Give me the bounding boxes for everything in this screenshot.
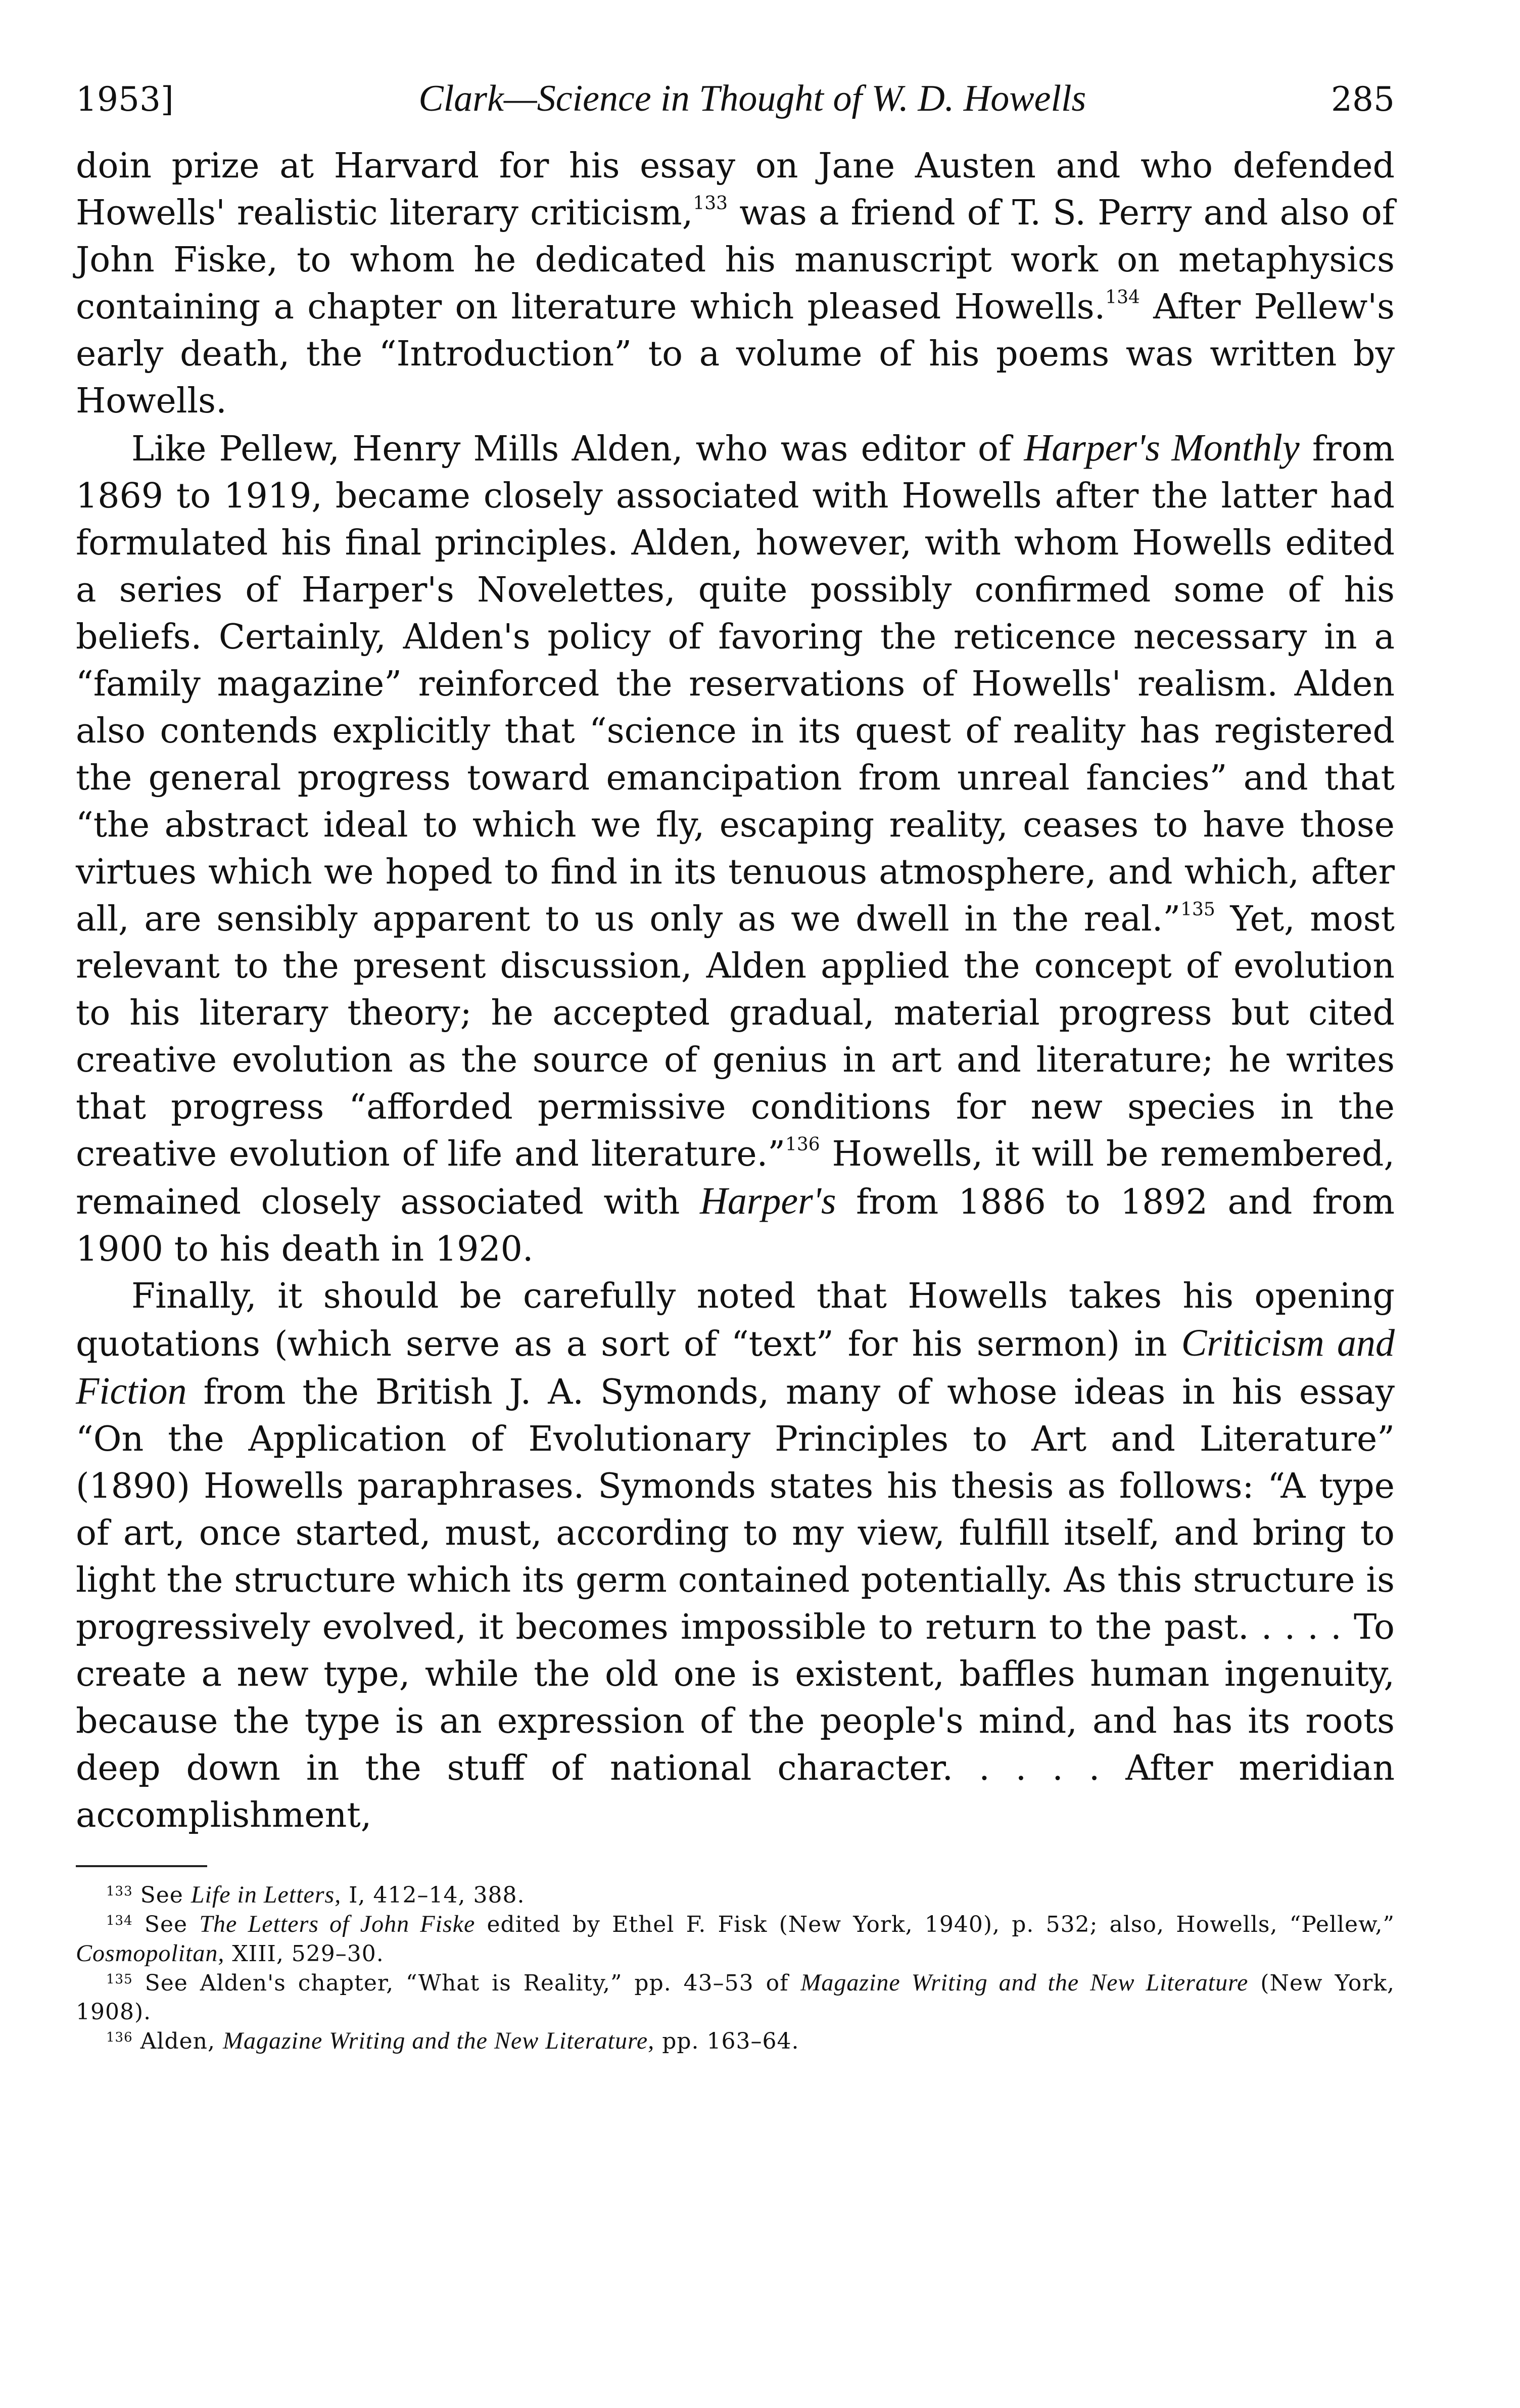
footnote — [76, 1910, 1395, 1968]
footnote-ref: 134 — [106, 1913, 133, 1928]
text-run: See Alden's chapter, “What is Reality,” pp. 43–53 of — [132, 1970, 801, 1996]
footnote-ref: 135 — [106, 1972, 133, 1987]
footnote — [76, 1880, 1395, 1910]
text-run: from 1886 to 1892 and from 1900 to his death in 1920. — [76, 1182, 1395, 1269]
body-text — [76, 143, 1395, 1839]
italic-title: Magazine Writing and the New Literature, — [223, 2027, 655, 2054]
italic-title: The Letters of John Fiske — [199, 1911, 476, 1937]
page-number: 285 — [1331, 80, 1395, 119]
text-run: Alden, — [132, 2028, 223, 2054]
footnote-ref: 135 — [1180, 899, 1215, 920]
paragraph — [76, 1273, 1395, 1839]
text-run: After Pellew's early death, the “Introduction” to a volume of his poems was written by Howells. — [76, 287, 1395, 421]
italic-title: Magazine Writing and the New Literature — [800, 1969, 1249, 1996]
footnote-divider — [76, 1865, 207, 1867]
footnote — [76, 1968, 1395, 2026]
text-run: from the British J. A. Symonds, many of whose ideas in his essay “On the Application of Evolutionary Principles to Art and Literature” (1890) Howells paraphrases. Symonds states his thesis as follows: “A type of art, once started, must, according to my view, fulfill itself, and bring to light the structure which its germ contained potentially. As this structure is progressively evolved, it becomes impossible to return to the past. . . . . To create a new type, while the old one is existent, baffles human ingenuity, because the type is an expression of the people's mind, and has its roots deep down in the stuff of national character. . . . . After meridian accomplishment, — [76, 1372, 1395, 1835]
italic-title: Cosmopolitan, — [76, 1940, 225, 1967]
text-run: Like Pellew, Henry Mills Alden, who was editor of — [131, 429, 1024, 469]
italic-title: Life in Letters, — [191, 1881, 342, 1908]
footnote-ref: 136 — [785, 1134, 820, 1155]
paragraph — [76, 143, 1395, 425]
text-run: doin prize at Harvard for his essay on Jane Austen and who defended Howells' realistic literary criticism, — [76, 146, 1395, 233]
footnote-ref: 133 — [106, 1884, 133, 1899]
footnotes — [76, 1880, 1395, 2056]
footnote-ref: 136 — [106, 2030, 133, 2045]
text-run: See — [132, 1912, 200, 1937]
italic-title: Harper's — [699, 1180, 836, 1222]
paragraph — [76, 425, 1395, 1273]
text-run: pp. 163–64. — [654, 2028, 799, 2054]
footnote-ref: 134 — [1105, 287, 1140, 308]
text-run: was a friend of T. S. Perry and also of John Fiske, to whom he dedicated his manuscript work on metaphysics containing a chapter on literature which pleased Howells. — [76, 193, 1395, 327]
italic-title: Harper's Monthly — [1024, 427, 1300, 469]
footnote-ref: 133 — [693, 193, 728, 214]
text-run: XIII, 529–30. — [224, 1941, 384, 1967]
text-run: from 1869 to 1919, became closely associated with Howells after the latter had formulated his final principles. Alden, however, with whom Howells edited a series of Harper's Novelettes, quite possibly confirmed some of his beliefs. Certainly, Alden's policy of favoring the reticence necessary in a “family magazine” reinforced the reservations of Howells' realism. Alden also contends explicitly that “science in its quest of reality has registered the general progress toward emancipation from unreal fancies” and that “the abstract ideal to which we fly, escaping reality, ceases to have those virtues which we hoped to find in its tenuous atmosphere, and which, after all, are sensibly apparent to us only as we dwell in the real.” — [76, 429, 1395, 939]
text-run: (New York, 1908). — [76, 1970, 1395, 2025]
text-run: Finally, it should be carefully noted that Howells takes his opening quotations (which serve as a sort of “text” for his sermon) in — [76, 1276, 1395, 1364]
running-title: Clark—Science in Thought of W. D. Howells — [418, 78, 1086, 119]
footnote — [76, 2026, 1395, 2056]
page — [76, 76, 1395, 2056]
running-head — [76, 76, 1395, 122]
journal-year: 1953] — [76, 80, 174, 119]
italic-title: Criticism and Fiction — [76, 1322, 1395, 1412]
text-run: Howells, it will be remembered, remained closely associated with — [76, 1134, 1395, 1222]
text-run: edited by Ethel F. Fisk (New York, 1940), p. 532; also, Howells, “Pellew,” — [475, 1912, 1395, 1937]
text-run: Yet, most relevant to the present discussion, Alden applied the concept of evolution to his literary theory; he accepted gradual, material progress but cited creative evolution as the source of genius in art and literature; he writes that progress “afforded permissive conditions for new species in the creative evolution of life and literature.” — [76, 899, 1395, 1174]
text-run: I, 412–14, 388. — [341, 1882, 525, 1908]
text-run: See — [132, 1882, 191, 1908]
